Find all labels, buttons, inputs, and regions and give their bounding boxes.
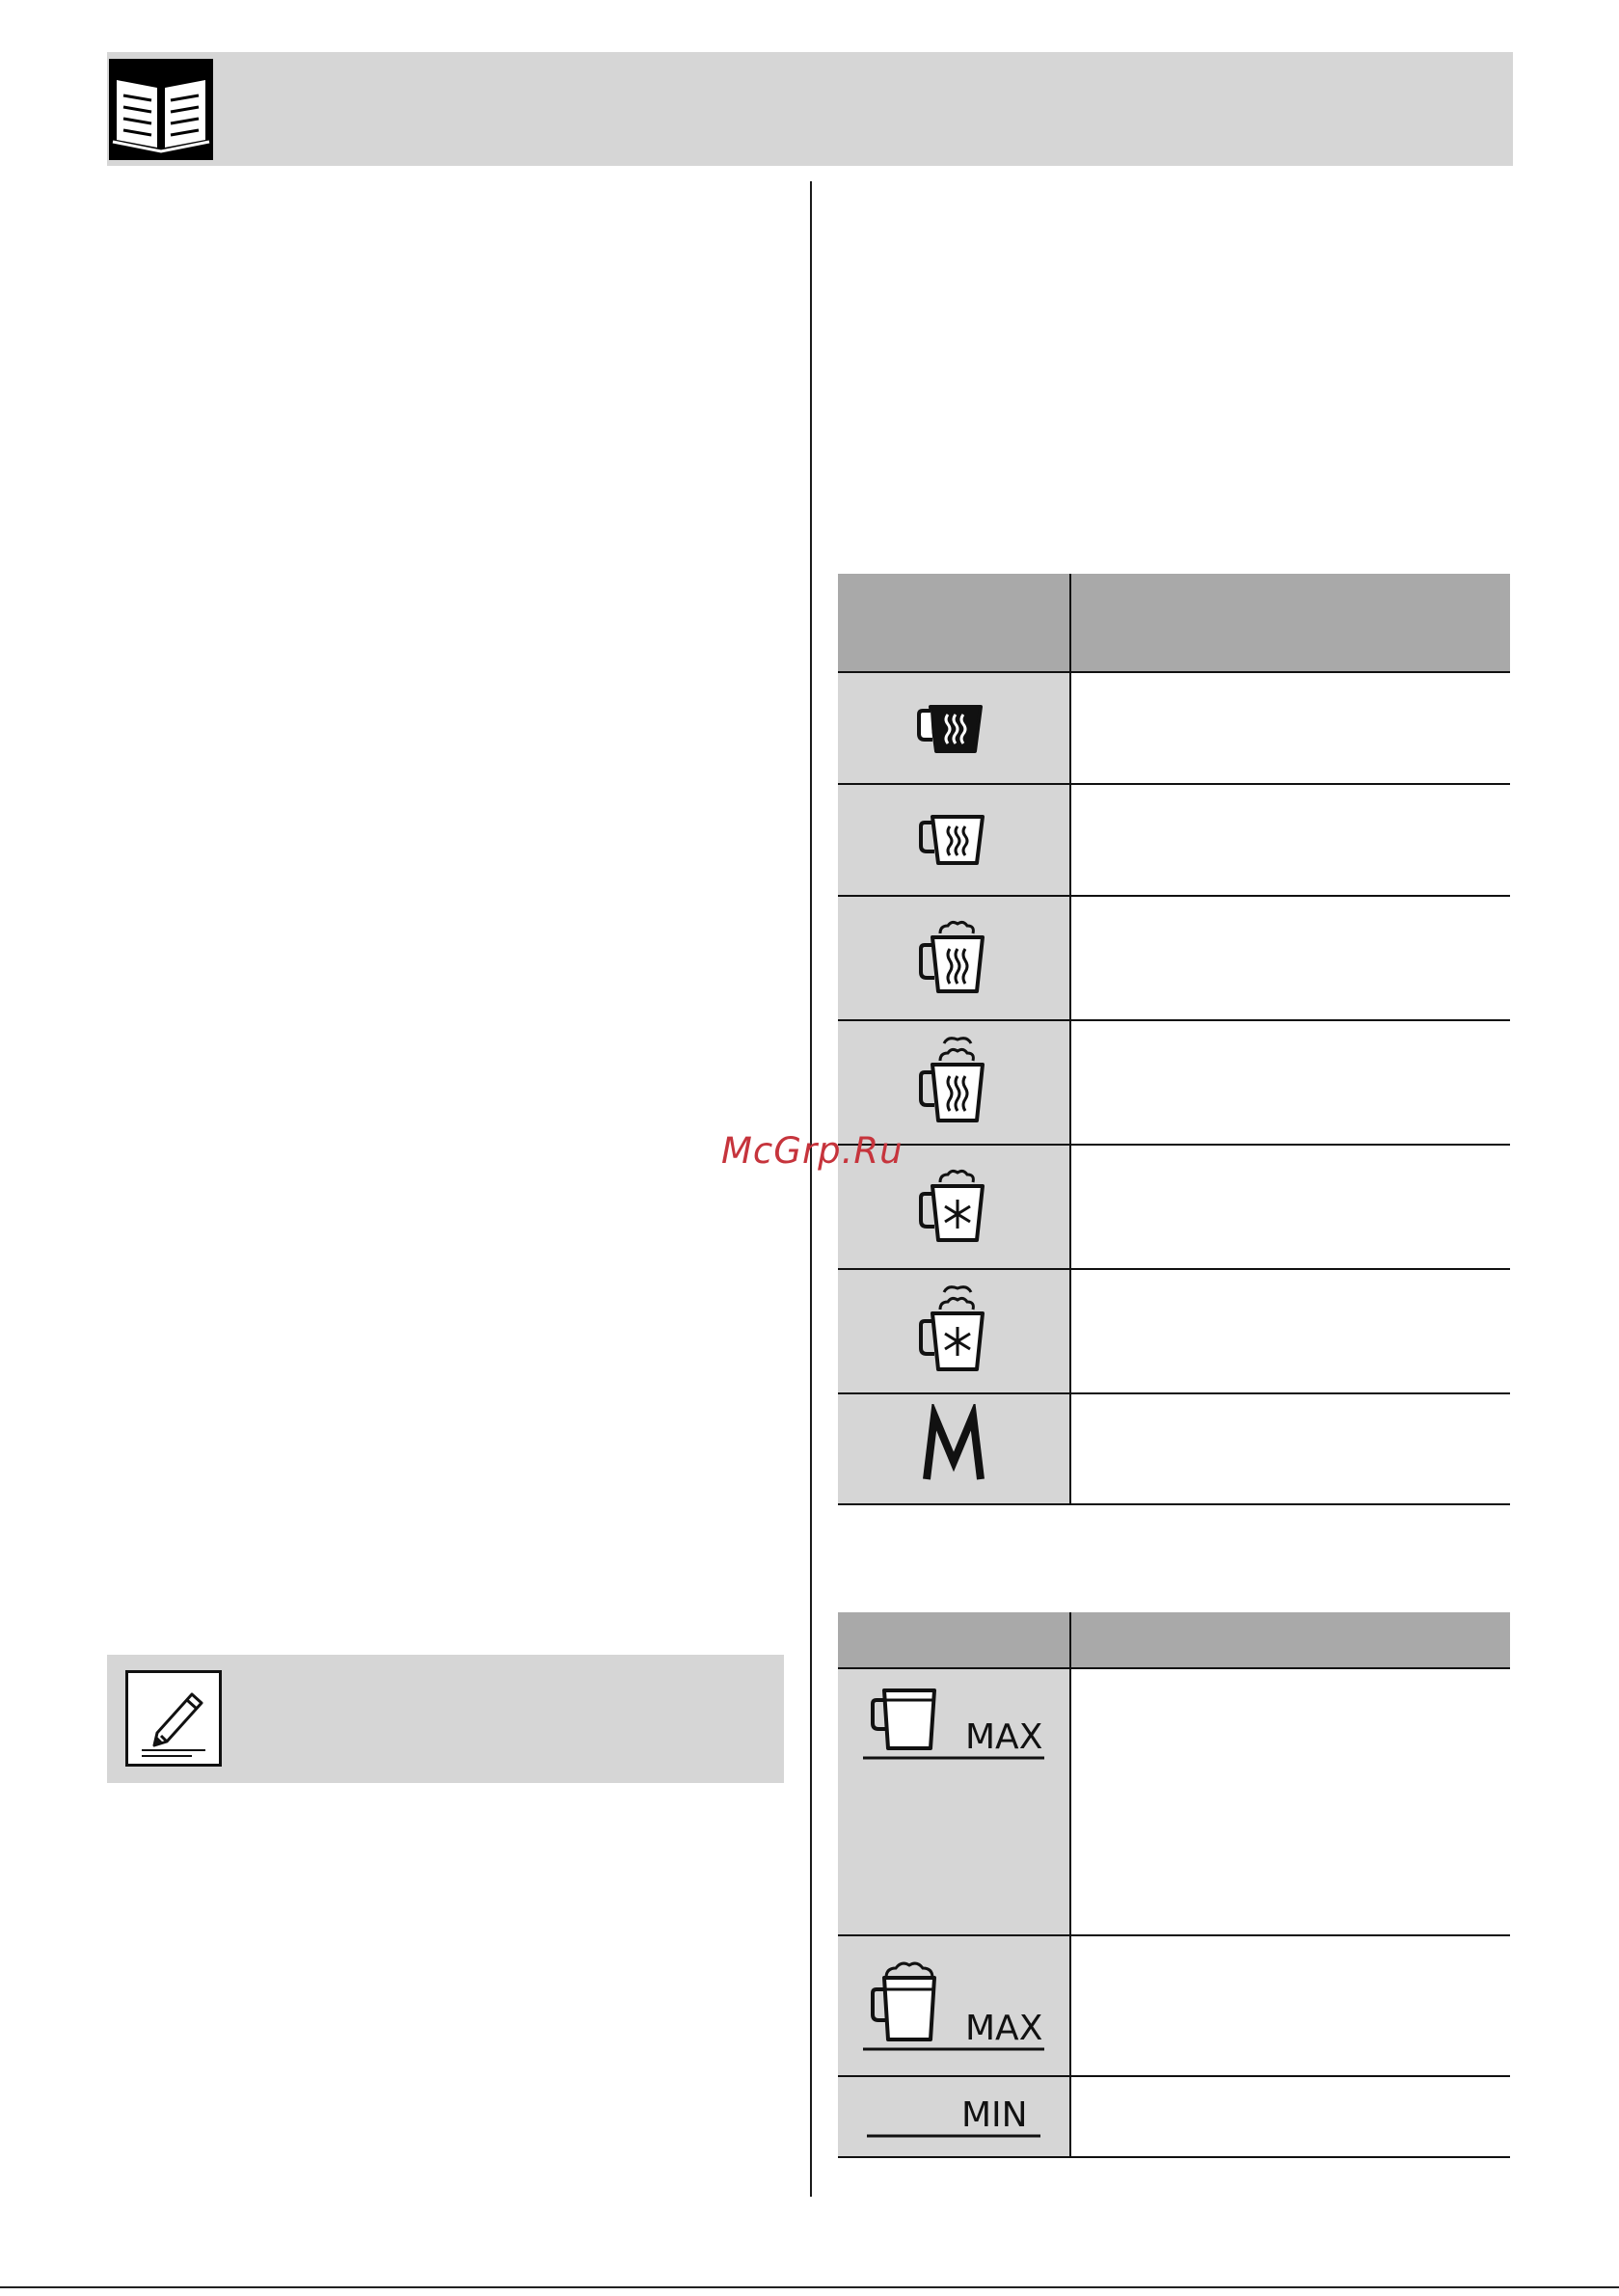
milk-max-level-icon [857, 1677, 1050, 1766]
hot-milk-filled-cup-icon [905, 688, 1002, 765]
table-row-description [1070, 896, 1510, 1020]
m-letter-icon [905, 1404, 1002, 1491]
table-row-description [1070, 1020, 1510, 1145]
table1-header-icon [838, 574, 1070, 672]
table-row-icon-cell [838, 1393, 1070, 1504]
hot-milk-extra-froth-cup-icon [905, 1028, 1002, 1134]
hot-milk-cup-icon [905, 799, 1002, 877]
table-row-description [1070, 1393, 1510, 1504]
table-row-icon-cell [838, 896, 1070, 1020]
table-row-icon-cell [838, 672, 1070, 784]
watermark: McGrp.Ru [721, 1130, 904, 1172]
milk-programs-table [838, 574, 1510, 1505]
table-row-description [1070, 2076, 1510, 2157]
column-divider [810, 181, 812, 2197]
table-row-icon-cell [838, 2076, 1070, 2157]
hot-milk-froth-cup-icon [905, 908, 1002, 1005]
table-row-icon-cell [838, 1935, 1070, 2076]
table-row-icon-cell [838, 784, 1070, 896]
table-row-icon-cell [838, 1269, 1070, 1393]
bottom-rule [0, 2286, 1619, 2288]
milk-level-table [838, 1612, 1510, 2158]
table-row-description [1070, 1269, 1510, 1393]
note-box [107, 1655, 784, 1783]
froth-max-level-icon [857, 1951, 1050, 2057]
table2-header-description [1070, 1612, 1510, 1668]
pencil-note-icon [125, 1670, 222, 1767]
table-row-description [1070, 1668, 1510, 1935]
book-icon [109, 59, 213, 160]
min-level-icon [857, 2086, 1050, 2144]
table1-header-description [1070, 574, 1510, 672]
max-label: MAX [965, 1717, 1043, 1757]
cold-milk-extra-froth-cup-icon [905, 1277, 1002, 1383]
header-bar [107, 52, 1513, 166]
table-row-icon-cell [838, 1668, 1070, 1935]
table-row-description [1070, 784, 1510, 896]
cold-milk-froth-cup-icon [905, 1157, 1002, 1254]
min-label: MIN [961, 2095, 1028, 2135]
max-label: MAX [965, 2009, 1043, 2048]
table-row-description [1070, 672, 1510, 784]
table2-header-icon [838, 1612, 1070, 1668]
table-row-icon-cell [838, 1020, 1070, 1145]
table-row-description [1070, 1145, 1510, 1269]
table-row-description [1070, 1935, 1510, 2076]
